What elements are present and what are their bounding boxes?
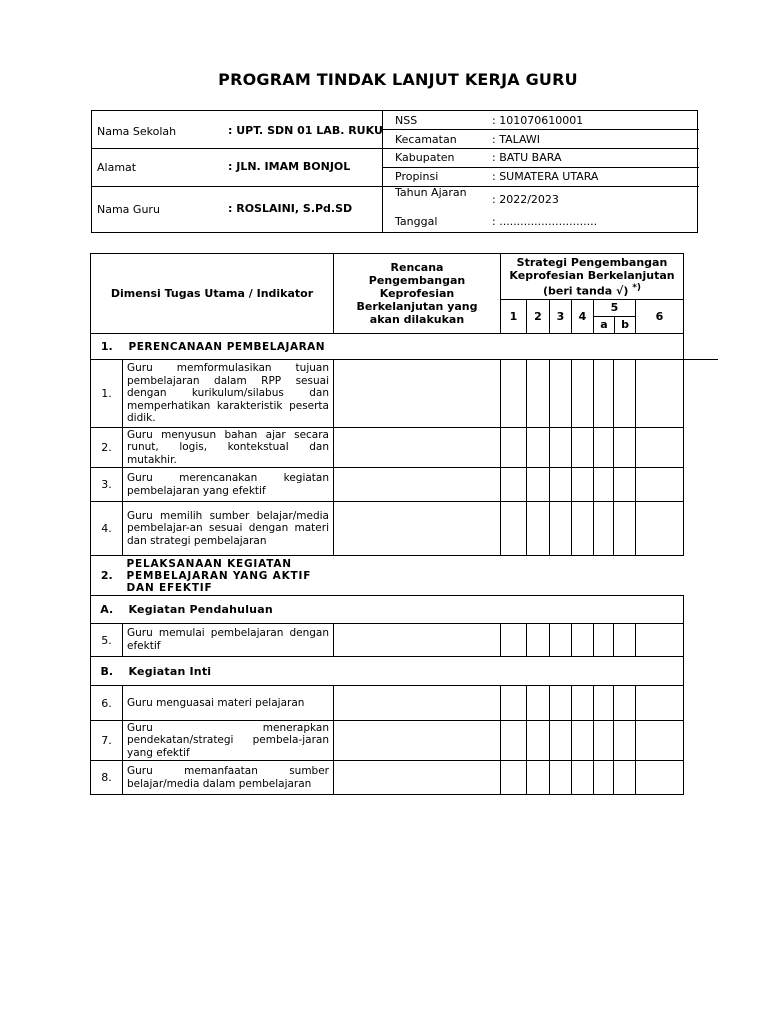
check-cell[interactable] (501, 624, 527, 657)
check-cell[interactable] (572, 428, 594, 468)
col-6-header: 6 (636, 300, 684, 334)
check-cell[interactable] (501, 428, 527, 468)
plan-cell[interactable] (334, 428, 501, 468)
info-row-line (382, 148, 699, 149)
col-1-header: 1 (501, 300, 527, 334)
check-cell[interactable] (614, 428, 636, 468)
check-cell[interactable] (636, 360, 684, 428)
check-cell[interactable] (594, 428, 614, 468)
check-cell[interactable] (614, 360, 636, 428)
check-cell[interactable] (636, 502, 684, 556)
school-year-value: : 2022/2023 (492, 193, 559, 206)
indicator-table (90, 253, 684, 795)
school-name-value: : UPT. SDN 01 LAB. RUKU (228, 124, 383, 137)
school-info-box (91, 110, 698, 233)
check-cell[interactable] (501, 686, 527, 721)
check-cell[interactable] (594, 468, 614, 502)
date-value: : ............................ (492, 215, 598, 228)
check-cell[interactable] (614, 502, 636, 556)
col-4-header: 4 (572, 300, 594, 334)
check-cell[interactable] (614, 468, 636, 502)
check-cell[interactable] (572, 761, 594, 795)
check-cell[interactable] (572, 502, 594, 556)
check-cell[interactable] (527, 686, 550, 721)
table-row: 3. Guru merencanakan kegiatan pembelajaran yang efektif (91, 468, 684, 502)
school-name-label: Nama Sekolah (97, 125, 177, 138)
table-row: 8. Guru memanfaatan sumber belajar/media dalam pembelajaran (91, 761, 684, 795)
check-cell[interactable] (527, 624, 550, 657)
province-label: Propinsi (395, 170, 439, 183)
table-row: 4. Guru memilih sumber belajar/media pembelajar-an sesuai dengan materi dan strategi pembelajaran (91, 502, 684, 556)
col-5-header: 5 a b (594, 300, 636, 334)
check-cell[interactable] (594, 721, 614, 761)
check-cell[interactable] (594, 624, 614, 657)
info-row-line (92, 186, 382, 187)
info-row-line (92, 148, 382, 149)
check-cell[interactable] (501, 761, 527, 795)
check-cell[interactable] (527, 761, 550, 795)
table-row: 5. Guru memulai pembelajaran dengan efektif (91, 624, 684, 657)
plan-cell[interactable] (334, 468, 501, 502)
check-cell[interactable] (501, 502, 527, 556)
district-value: : TALAWI (492, 133, 541, 146)
plan-cell[interactable] (334, 686, 501, 721)
section-row: B. Kegiatan Inti (91, 657, 684, 686)
section-row: A. Kegiatan Pendahuluan (91, 596, 684, 624)
plan-cell[interactable] (334, 502, 501, 556)
check-cell[interactable] (527, 428, 550, 468)
check-cell[interactable] (636, 624, 684, 657)
plan-cell[interactable] (334, 721, 501, 761)
col-5b-header: b (621, 318, 629, 331)
teacher-name-label: Nama Guru (97, 203, 160, 216)
check-cell[interactable] (572, 721, 594, 761)
nss-value: : 101070610001 (492, 114, 584, 127)
table-row: 7. Guru menerapkan pendekatan/strategi pembela-jaran yang efektif (91, 721, 684, 761)
check-cell[interactable] (527, 468, 550, 502)
check-cell[interactable] (614, 761, 636, 795)
col-5a-header: a (594, 317, 615, 333)
check-cell[interactable] (527, 502, 550, 556)
check-cell[interactable] (527, 721, 550, 761)
plan-cell[interactable] (334, 624, 501, 657)
check-cell[interactable] (550, 468, 572, 502)
section-row: 2. PELAKSANAAN KEGIATAN PEMBELAJARAN YANG AKTIF DAN EFEKTIF (91, 556, 684, 596)
check-cell[interactable] (614, 624, 636, 657)
dimension-header: Dimensi Tugas Utama / Indikator (91, 254, 334, 334)
date-label: Tanggal (395, 215, 438, 228)
table-row: 2. Guru menyusun bahan ajar secara runut, logis, kontekstual dan mutakhir. (91, 428, 684, 468)
check-cell[interactable] (501, 360, 527, 428)
check-cell[interactable] (572, 360, 594, 428)
province-value: : SUMATERA UTARA (492, 170, 599, 183)
check-cell[interactable] (636, 428, 684, 468)
check-cell[interactable] (636, 468, 684, 502)
check-cell[interactable] (550, 502, 572, 556)
address-value: : JLN. IMAM BONJOL (228, 160, 351, 173)
regency-label: Kabupaten (395, 151, 455, 164)
section-underline-extension (683, 359, 718, 360)
plan-cell[interactable] (334, 761, 501, 795)
teacher-name-value: : ROSLAINI, S.Pd.SD (228, 202, 353, 215)
info-row-line (382, 167, 699, 168)
plan-cell[interactable] (334, 360, 501, 428)
regency-value: : BATU BARA (492, 151, 562, 164)
check-cell[interactable] (550, 761, 572, 795)
district-label: Kecamatan (395, 133, 457, 146)
check-cell[interactable] (550, 721, 572, 761)
check-cell[interactable] (501, 721, 527, 761)
check-cell[interactable] (550, 686, 572, 721)
nss-label: NSS (395, 114, 418, 127)
check-cell[interactable] (572, 468, 594, 502)
col-2-header: 2 (527, 300, 550, 334)
table-row: 6. Guru menguasai materi pelajaran (91, 686, 684, 721)
check-cell[interactable] (594, 686, 614, 721)
check-cell[interactable] (550, 428, 572, 468)
check-cell[interactable] (636, 721, 684, 761)
check-cell[interactable] (614, 721, 636, 761)
check-cell[interactable] (594, 360, 614, 428)
info-row-line (382, 129, 699, 130)
check-cell[interactable] (501, 468, 527, 502)
check-cell[interactable] (594, 761, 614, 795)
check-cell[interactable] (550, 624, 572, 657)
col-3-header: 3 (550, 300, 572, 334)
check-cell[interactable] (636, 686, 684, 721)
check-cell[interactable] (572, 686, 594, 721)
check-cell[interactable] (527, 360, 550, 428)
address-label: Alamat (97, 161, 137, 174)
check-cell[interactable] (594, 502, 614, 556)
plan-header: Rencana Pengembangan Keprofesian Berkelanjutan yang akan dilakukan (334, 254, 501, 334)
school-year-label: Tahun Ajaran (395, 186, 467, 199)
check-cell[interactable] (550, 360, 572, 428)
check-cell[interactable] (636, 761, 684, 795)
table-row: 1. Guru memformulasikan tujuan pembelajaran dalam RPP sesuai dengan kurikulum/silabus dan memperhatikan karakteristik peserta didik. (91, 360, 684, 428)
strategy-header: Strategi Pengembangan Keprofesian Berkelanjutan (beri tanda √) *) (501, 254, 684, 300)
check-cell[interactable] (572, 624, 594, 657)
section-row: 1. PERENCANAAN PEMBELAJARAN (91, 334, 684, 360)
check-cell[interactable] (614, 686, 636, 721)
page-title: PROGRAM TINDAK LANJUT KERJA GURU (218, 70, 578, 89)
